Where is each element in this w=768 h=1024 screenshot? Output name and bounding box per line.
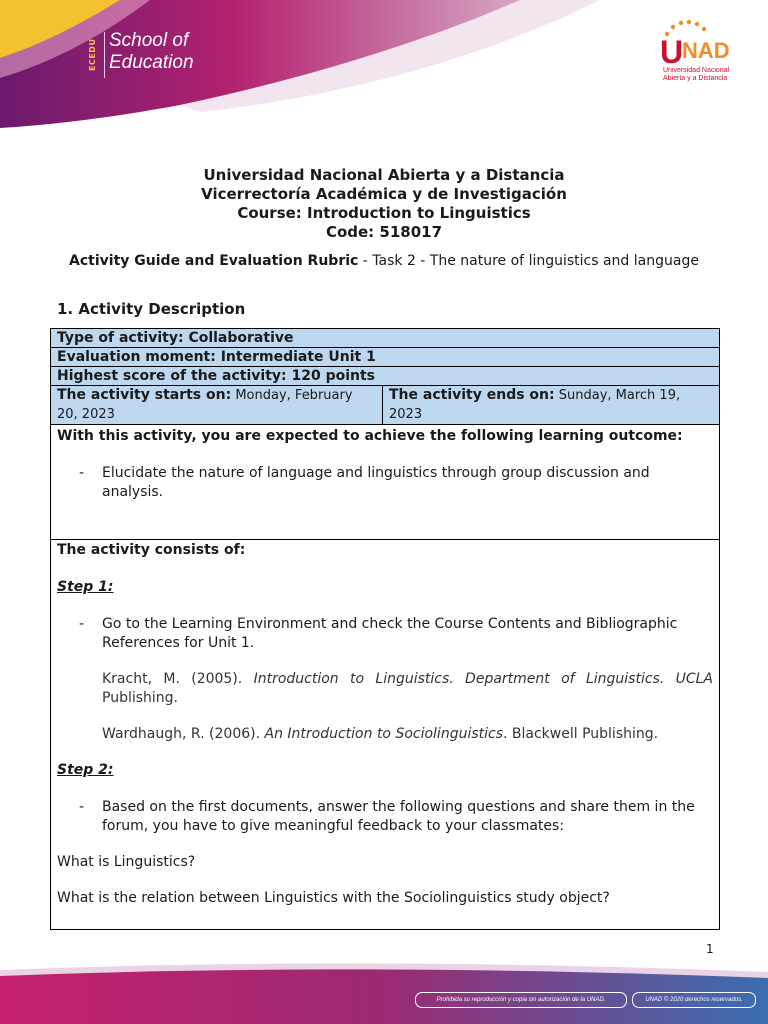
table-row — [51, 540, 720, 930]
section-heading: 1. Activity Description — [57, 300, 246, 318]
unad-name-line-2: Abierta y a Distancia — [663, 75, 728, 82]
highest-score: Highest score of the activity: 120 points — [51, 367, 720, 386]
reference-2-author: Wardhaugh, R. (2006). — [102, 726, 265, 742]
end-date-label: The activity ends on: — [389, 387, 555, 403]
unad-full-name — [663, 67, 753, 83]
school-line-1: School of — [109, 30, 189, 51]
start-date-value: Monday, February 20, 2023 — [57, 388, 353, 422]
unad-name-line-1: Universidad Nacional — [663, 67, 730, 74]
school-tag: ECEDU — [88, 38, 97, 72]
consists-heading: The activity consists of: — [57, 542, 246, 558]
end-date-cell — [383, 386, 720, 425]
footer-copyright: UNAD © 2020 derechos reservados. — [632, 992, 756, 1008]
table-row — [51, 425, 720, 540]
step-1-title: Step 1: — [57, 579, 114, 595]
start-date-label: The activity starts on: — [57, 387, 232, 403]
question-2: What is the relation between Linguistics with the Sociolinguistics study object? — [57, 890, 610, 906]
guide-title-rest: - Task 2 - The nature of linguistics and language — [358, 253, 699, 269]
footer-notice: Prohibida su reproducción y copia sin autorización de la UNAD. — [415, 992, 627, 1008]
table-row — [51, 367, 720, 386]
document-title — [0, 166, 768, 242]
table-row — [51, 386, 720, 425]
question-1: What is Linguistics? — [57, 854, 196, 870]
reference-1-title: Introduction to Linguistics. Department of Linguistics. UCLA — [253, 671, 714, 687]
unad-wordmark-u: U — [660, 34, 684, 70]
logo-divider — [104, 32, 105, 78]
activity-steps-cell — [51, 540, 720, 930]
outcome-intro: With this activity, you are expected to achieve the following learning outcome: — [57, 428, 683, 444]
step-2-title: Step 2: — [57, 762, 114, 778]
reference-2 — [57, 725, 713, 744]
school-line-2: Education — [109, 52, 194, 73]
reference-2-title: An Introduction to Sociolinguistics — [264, 726, 504, 742]
guide-title-bold: Activity Guide and Evaluation Rubric — [69, 253, 359, 269]
course-name: Course: Introduction to Linguistics — [237, 204, 531, 222]
school-name — [109, 30, 249, 74]
page-number: 1 — [706, 942, 714, 956]
activity-table — [50, 328, 720, 930]
start-date-cell — [51, 386, 383, 425]
university-name: Universidad Nacional Abierta y a Distancia — [203, 166, 565, 184]
course-code: Code: 518017 — [325, 223, 443, 241]
unad-wordmark-nad: NAD — [682, 38, 730, 63]
reference-2-publisher: . Blackwell Publishing. — [503, 726, 659, 742]
table-row — [51, 329, 720, 348]
step-1-item: - Go to the Learning Environment and check the Course Contents and Bibliographic References for Unit 1. — [79, 616, 678, 651]
reference-1 — [57, 670, 713, 708]
vice-rectory: Vicerrectoría Académica y de Investigación — [201, 185, 567, 203]
table-row — [51, 348, 720, 367]
outcome-list-item: - Elucidate the nature of language and linguistics through group discussion and analysis. — [79, 465, 650, 500]
activity-type: Type of activity: Collaborative — [51, 329, 720, 348]
learning-outcome-cell — [51, 425, 720, 540]
evaluation-moment: Evaluation moment: Intermediate Unit 1 — [51, 348, 720, 367]
step-2-text: Based on the first documents, answer the following questions and share them in the forum, you have to give meaningful feedback to your classmates: — [102, 799, 695, 834]
end-date-value: Sunday, March 19, 2023 — [389, 388, 681, 422]
reference-1-publisher: Publishing. — [102, 690, 179, 706]
step-2-item: - Based on the first documents, answer the following questions and share them in the forum, you have to give meaningful feedback to your classmates: — [79, 799, 695, 834]
guide-title — [60, 252, 708, 271]
step-1-text: Go to the Learning Environment and check the Course Contents and Bibliographic References for Unit 1. — [102, 616, 678, 651]
reference-1-author: Kracht, M. (2005). — [102, 671, 254, 687]
outcome-text: Elucidate the nature of language and linguistics through group discussion and analysis. — [102, 465, 650, 500]
